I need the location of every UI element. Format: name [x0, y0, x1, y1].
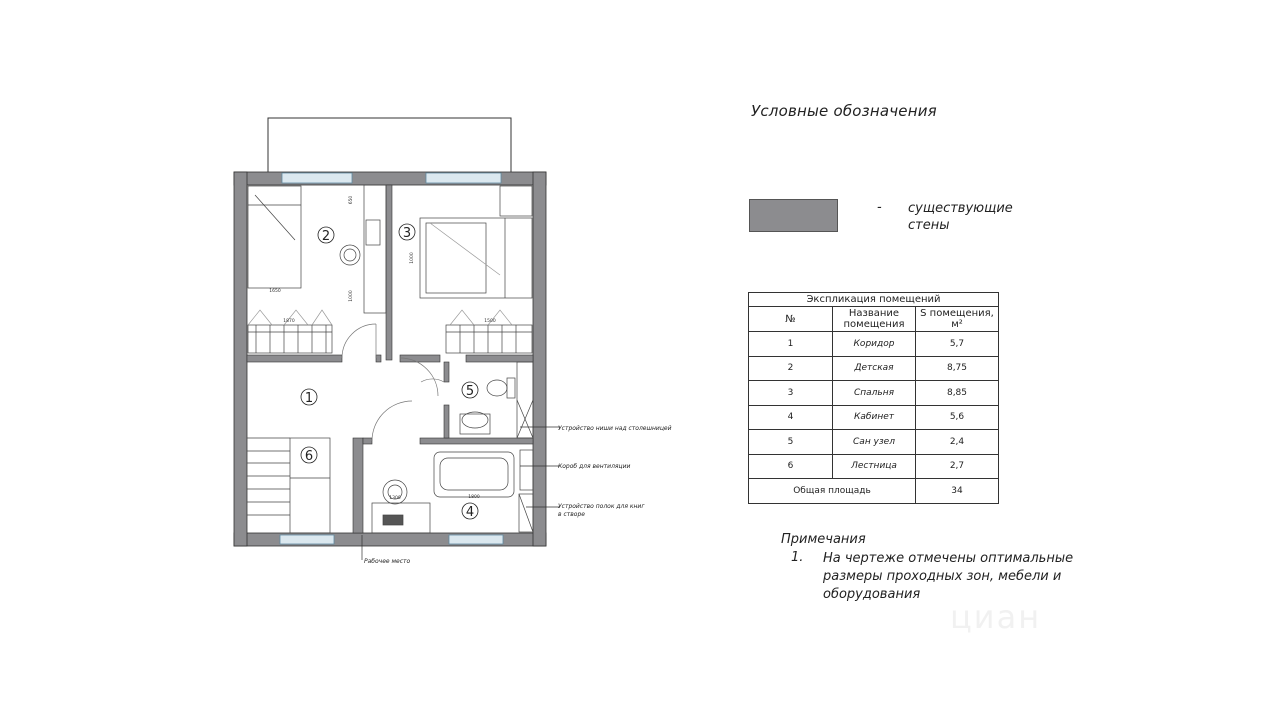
row-area: 5,6 [916, 405, 999, 430]
dim-chair: 1300 [389, 496, 401, 501]
bathroom-fixtures [460, 362, 533, 438]
table-row [749, 381, 999, 406]
table-row [749, 332, 999, 357]
total-value: 34 [916, 479, 999, 504]
balcony [268, 118, 511, 174]
staircase [247, 438, 330, 533]
row-area: 8,75 [916, 356, 999, 381]
row-name: Детская [833, 356, 916, 381]
table-total-row [749, 479, 999, 504]
existing-walls-label: существующие стены [908, 201, 1013, 233]
study-furniture [372, 450, 533, 533]
room-number-2: 2 [321, 229, 331, 244]
dim-desk-2: 1000 [349, 290, 354, 302]
room-number-5: 5 [465, 384, 475, 399]
dim-room3: 1000 [410, 252, 415, 264]
room-number-6: 6 [304, 449, 314, 464]
header-area: S помещения, м² [916, 307, 999, 332]
existing-walls-swatch [749, 199, 838, 232]
row-num: 4 [749, 405, 833, 430]
table-row [749, 454, 999, 479]
legend-title: Условные обозначения [751, 102, 937, 120]
note-number: 1. [791, 550, 804, 565]
row-area: 2,4 [916, 430, 999, 455]
dim-wardrobe-2: 1870 [283, 319, 295, 324]
header-number: № [749, 307, 833, 332]
rooms-explication-table [748, 292, 999, 504]
child-bed [248, 186, 301, 288]
wardrobe-room2 [248, 310, 332, 353]
dim-desk-top: 650 [349, 195, 354, 205]
row-name: Спальня [833, 381, 916, 406]
legend-dash: - [877, 200, 882, 215]
header-room-name: Название помещения [833, 307, 916, 332]
table-row [749, 405, 999, 430]
row-num: 1 [749, 332, 833, 357]
row-num: 2 [749, 356, 833, 381]
dim-bath: 1800 [468, 495, 480, 500]
row-name: Коридор [833, 332, 916, 357]
dimension-labels [269, 196, 496, 501]
row-num: 3 [749, 381, 833, 406]
room-number-4: 4 [465, 505, 475, 520]
desk-room2 [340, 185, 386, 313]
row-num: 6 [749, 454, 833, 479]
double-bed [420, 186, 532, 298]
callout-workplace: Рабочее место [364, 558, 411, 565]
row-area: 8,85 [916, 381, 999, 406]
row-name: Сан узел [833, 430, 916, 455]
note-text: На чертеже отмечены оптимальные размеры проходных зон, мебели и оборудования [823, 551, 1074, 602]
doors [342, 324, 444, 441]
callout-shelves-2: в створе [558, 511, 585, 518]
row-name: Лестница [833, 454, 916, 479]
callout-vent-box: Короб для вентиляции [558, 463, 631, 470]
callout-shelves-1: Устройство полок для книг [558, 503, 645, 510]
room-number-3: 3 [402, 226, 412, 241]
notes-title: Примечания [781, 532, 866, 547]
watermark-logo: циан [950, 598, 1042, 636]
table-caption: Экспликация помещений [749, 293, 999, 307]
callout-niche: Устройство ниши над столешницей [558, 425, 672, 432]
wardrobe-room3 [446, 310, 532, 353]
dim-wardrobe-3: 1500 [484, 319, 496, 324]
row-num: 5 [749, 430, 833, 455]
total-label: Общая площадь [749, 479, 916, 504]
table-row [749, 356, 999, 381]
row-area: 5,7 [916, 332, 999, 357]
dim-bed-child: 1650 [269, 289, 281, 294]
room-number-1: 1 [304, 391, 314, 406]
table-row [749, 430, 999, 455]
row-name: Кабинет [833, 405, 916, 430]
row-area: 2,7 [916, 454, 999, 479]
